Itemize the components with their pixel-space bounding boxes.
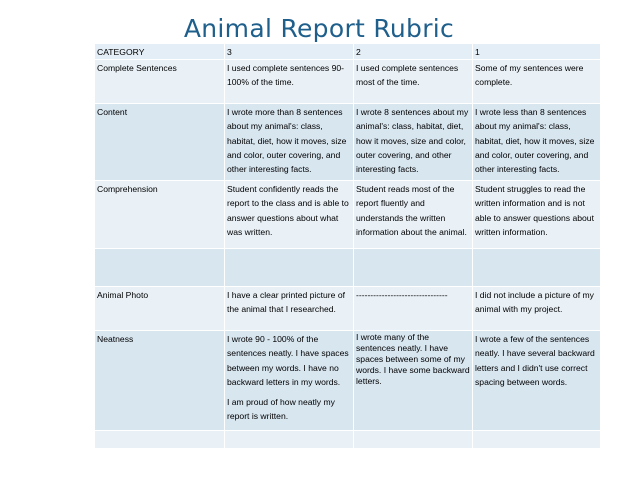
- score-1-cell: I wrote less than 8 sentences about my animal's: class, habitat, diet, how it moves, size and color, outer covering, and other interesting facts.: [473, 104, 601, 181]
- table-row: [95, 331, 601, 431]
- score-2-cell: --------------------------------: [354, 287, 473, 331]
- table-row: [95, 181, 601, 249]
- score-3-cell: I used complete sentences 90-100% of the time.: [225, 60, 354, 104]
- score-2-cell: I used complete sentences most of the time.: [354, 60, 473, 104]
- table-spacer-row: [95, 249, 601, 287]
- score-3-cell: [225, 331, 354, 431]
- category-cell: Complete Sentences: [95, 60, 225, 104]
- score-3-extra-text: I am proud of how neatly my report is written.: [227, 397, 335, 422]
- header-score-3: 3: [225, 44, 354, 60]
- score-2-cell: I wrote many of the sentences neatly. I have spaces between some of my words. I have some backward letters.: [354, 331, 473, 431]
- score-1-cell: Some of my sentences were complete.: [473, 60, 601, 104]
- category-cell: Animal Photo: [95, 287, 225, 331]
- table-header-row: [95, 44, 601, 60]
- category-cell: Content: [95, 104, 225, 181]
- score-1-cell: I wrote a few of the sentences neatly. I have several backward letters and I didn't use correct spacing between words.: [473, 331, 601, 431]
- table-spacer-row: [95, 431, 601, 449]
- empty-cell: [473, 249, 601, 287]
- empty-cell: [473, 431, 601, 449]
- score-3-cell: I wrote more than 8 sentences about my animal's: class, habitat, diet, how it moves, size and color, outer covering, and other interesting facts.: [225, 104, 354, 181]
- table-row: [95, 287, 601, 331]
- page-title: Animal Report Rubric: [183, 14, 455, 43]
- header-score-1: 1: [473, 44, 601, 60]
- score-1-cell: I did not include a picture of my animal with my project.: [473, 287, 601, 331]
- score-2-cell: Student reads most of the report fluently and understands the written information about the animal.: [354, 181, 473, 249]
- empty-cell: [95, 431, 225, 449]
- empty-cell: [225, 249, 354, 287]
- score-3-cell: I have a clear printed picture of the animal that I researched.: [225, 287, 354, 331]
- category-cell: Comprehension: [95, 181, 225, 249]
- table-row: [95, 104, 601, 181]
- score-1-cell: Student struggles to read the written information and is not able to answer questions about written information.: [473, 181, 601, 249]
- empty-cell: [354, 249, 473, 287]
- score-3-cell: Student confidently reads the report to the class and is able to answer questions about what was written.: [225, 181, 354, 249]
- category-cell: Neatness: [95, 331, 225, 431]
- empty-cell: [95, 249, 225, 287]
- header-score-2: 2: [354, 44, 473, 60]
- empty-cell: [225, 431, 354, 449]
- header-category: CATEGORY: [95, 44, 225, 60]
- score-2-cell: I wrote 8 sentences about my animal's: class, habitat, diet, how it moves, size and color, outer covering, and other interesting facts.: [354, 104, 473, 181]
- score-3-text: I wrote 90 - 100% of the sentences neatly. I have spaces between my words. I have no backward letters in my words.: [227, 334, 349, 387]
- rubric-table: [94, 43, 601, 449]
- empty-cell: [354, 431, 473, 449]
- table-row: [95, 60, 601, 104]
